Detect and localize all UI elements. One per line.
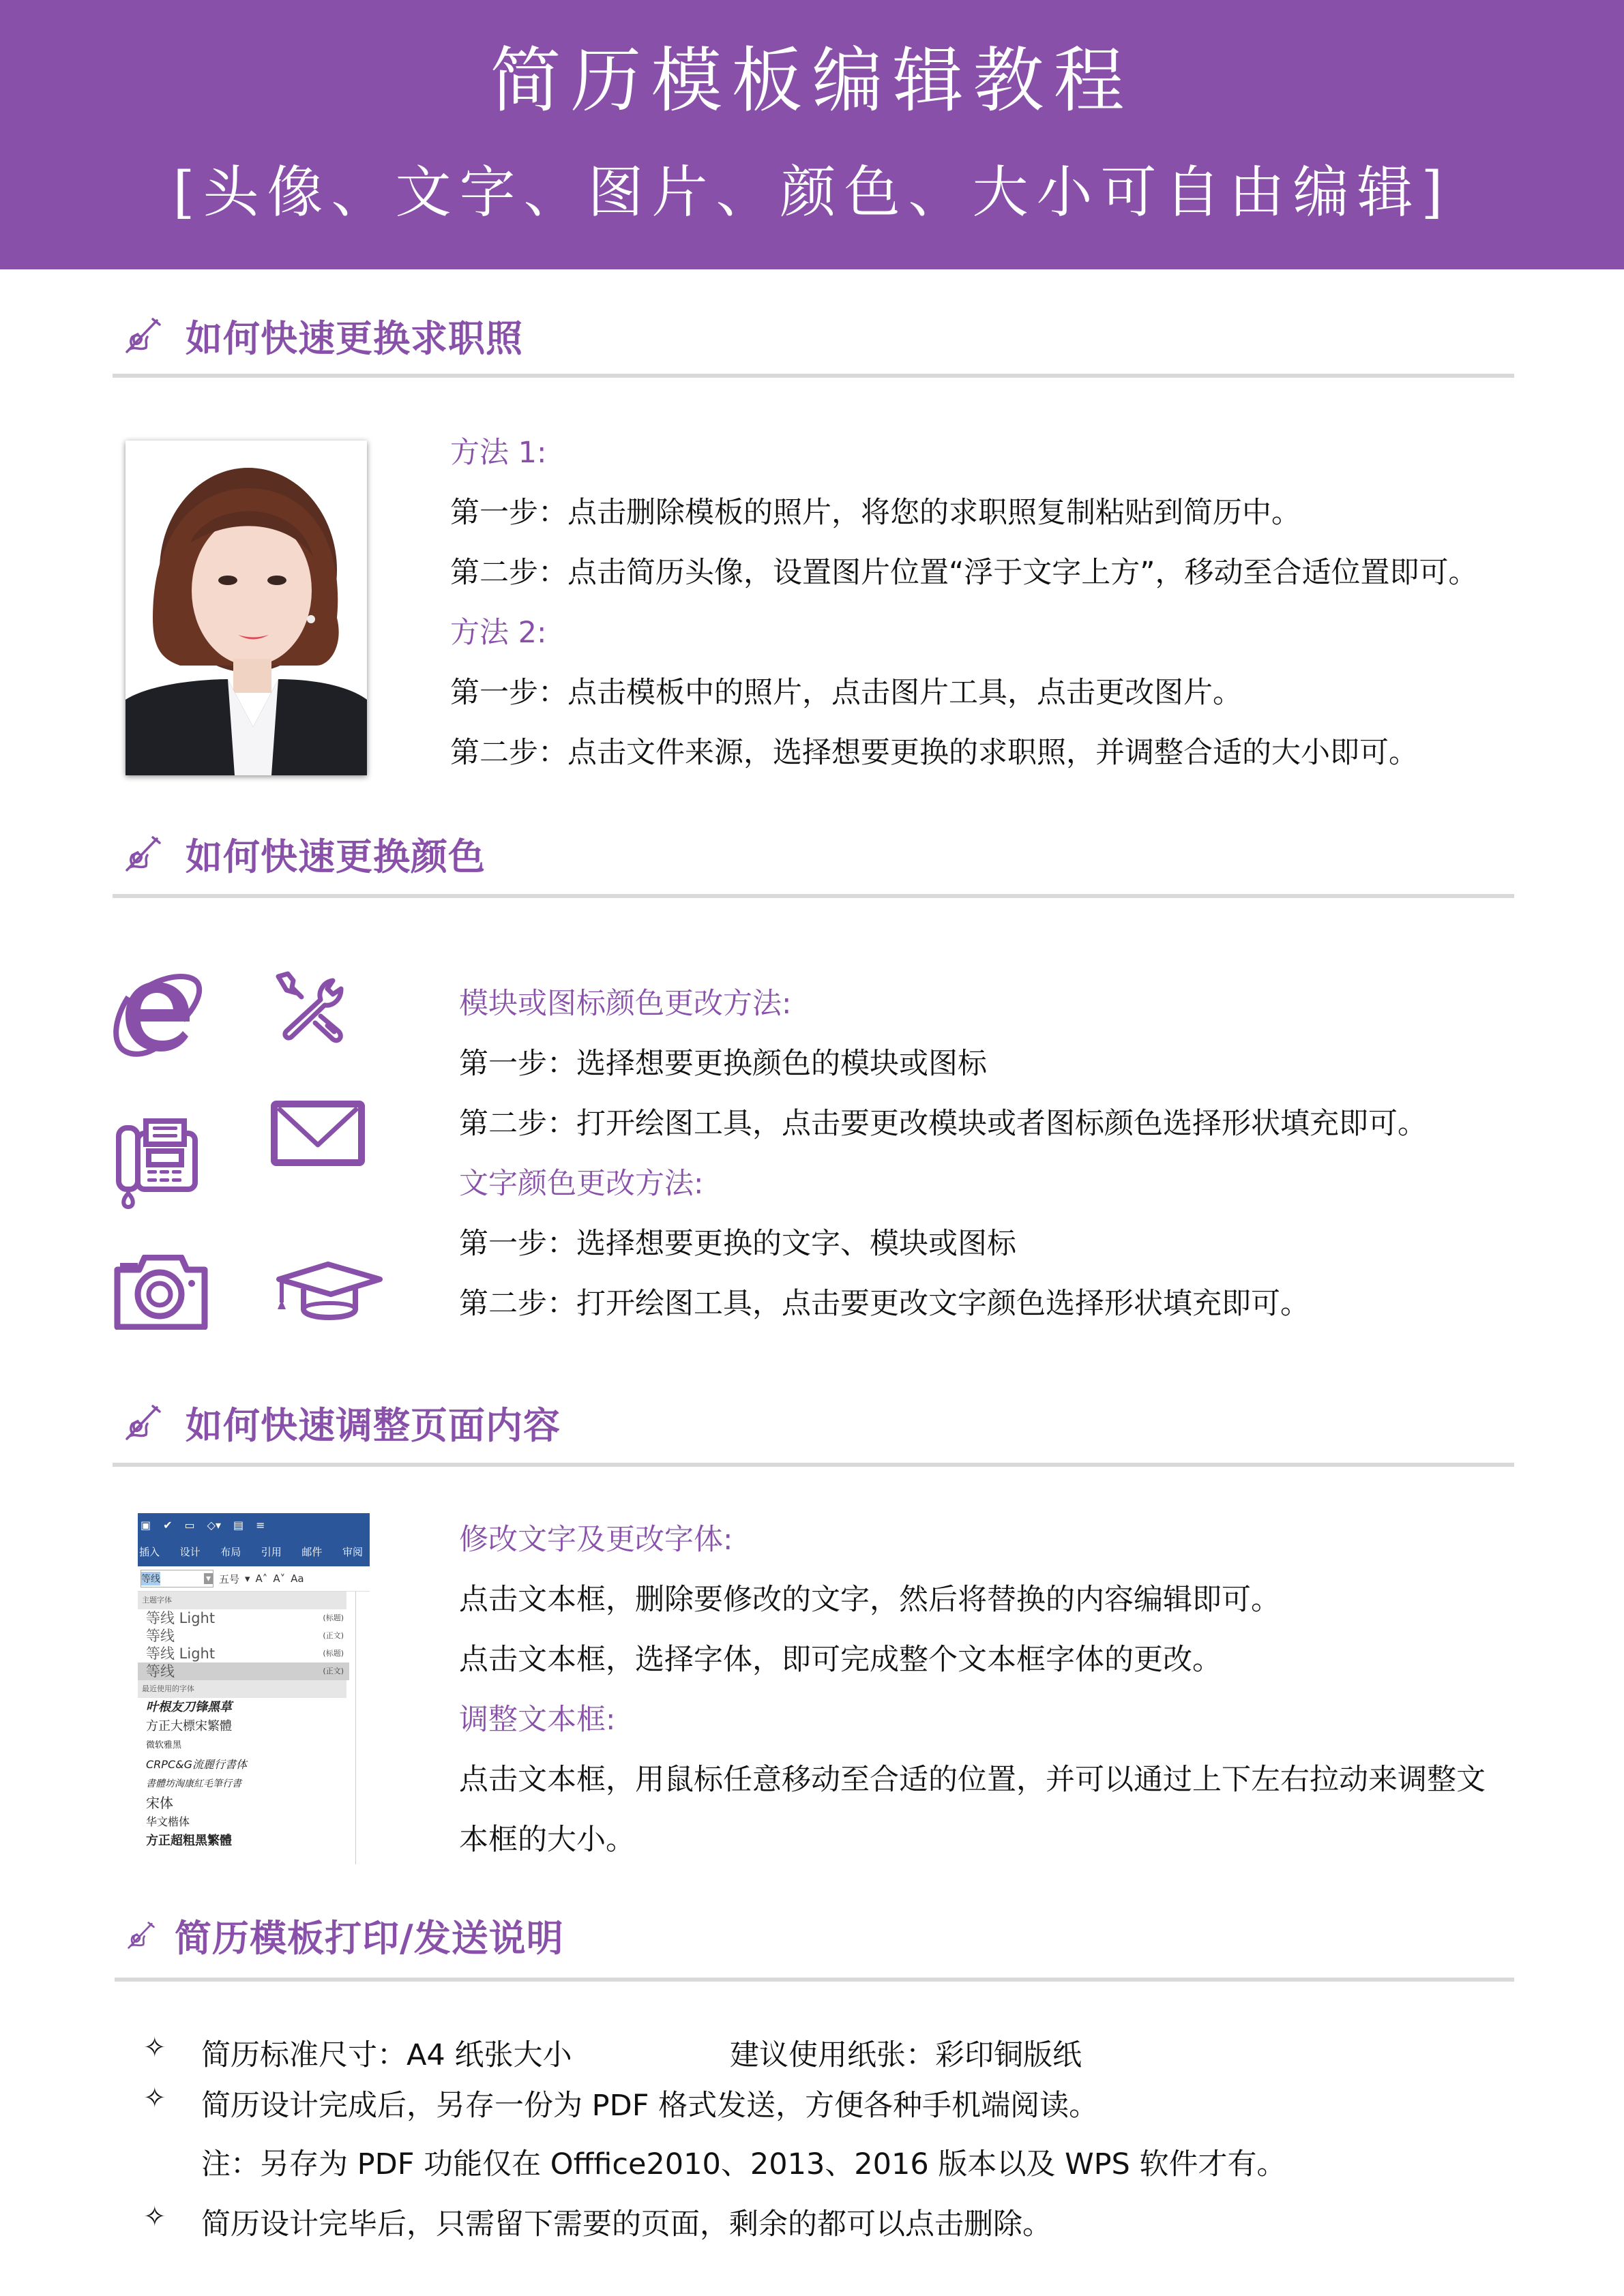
recent-font: 叶根友刀锋黑草: [146, 1700, 232, 1714]
layout-icon: ▣: [141, 1518, 151, 1532]
recent-font: 微软雅黑: [146, 1740, 182, 1750]
method2-label: 方法 2:: [450, 616, 547, 650]
tab-layout: 布局: [220, 1545, 241, 1558]
font-change-step2: 点击文本框，选择字体，即可完成整个文本框字体的更改。: [459, 1643, 1222, 1677]
method2-step2: 第二步：点击文件来源，选择想要更换的求职照，并调整合适的大小即可。: [450, 736, 1418, 770]
font-option: 等线 (正文): [146, 1628, 344, 1644]
font-toolbar: 等线 ▾ 五号 ▾ A˄ A˅ Aa: [138, 1566, 370, 1592]
font-name-box: 等线 ▾: [141, 1570, 213, 1587]
font-change-label: 修改文字及更改字体:: [459, 1523, 733, 1557]
format-painter-icon: ✔: [163, 1518, 173, 1532]
header-banner: [0, 0, 1624, 269]
layout-instructions: [459, 1510, 1486, 1870]
page-subtitle: [头像、文字、图片、颜色、大小可自由编辑]: [173, 160, 1451, 225]
method1-step1: 第一步：点击删除模板的照片，将您的求职照复制粘贴到简历中。: [450, 496, 1301, 530]
section-divider: [113, 894, 1514, 898]
block-color-step2: 第二步：打开绘图工具，点击要更改模块或者图标颜色选择形状填充即可。: [459, 1107, 1427, 1141]
block-color-label: 模块或图标颜色更改方法:: [459, 987, 792, 1021]
four-point-star-icon: ✧: [143, 2201, 166, 2233]
theme-fonts-header: 主题字体: [138, 1592, 346, 1609]
font-option-highlighted: 等线 (正文): [138, 1663, 349, 1680]
envelope-icon: [270, 1100, 366, 1168]
internet-explorer-icon: [108, 963, 203, 1058]
section-heading-photo: [123, 308, 523, 363]
grow-font-icon: A˄: [255, 1572, 268, 1585]
section-title: 如何快速调整页面内容: [186, 1403, 561, 1447]
recent-font: 方正超粗黑繁體: [146, 1834, 232, 1848]
recent-font: 宋体: [146, 1795, 173, 1811]
page-title: 简历模板编辑教程: [490, 39, 1134, 122]
section-title: 简历模板打印/发送说明: [175, 1916, 564, 1960]
word-font-menu-screenshot: [138, 1513, 370, 1868]
shrink-font-icon: A˅: [273, 1572, 286, 1585]
method2-step1: 第一步：点击模板中的照片，点击图片工具，点击更改图片。: [450, 676, 1242, 710]
pen-writing-icon: [126, 1920, 157, 1950]
section-title: 如何快速更换求职照: [186, 316, 523, 360]
recent-font: 方正大標宋繁體: [146, 1719, 232, 1733]
pen-writing-icon: [123, 1403, 164, 1442]
font-option: 等线 Light (标题): [146, 1610, 344, 1626]
tab-insert: 插入: [139, 1545, 160, 1558]
section-divider: [113, 1463, 1514, 1467]
section-heading-print: [126, 1908, 564, 1963]
graduation-cap-icon: [275, 1262, 384, 1323]
text-color-step2: 第二步：打开绘图工具，点击要更改文字颜色选择形状填充即可。: [459, 1287, 1310, 1321]
book-icon: ▭: [184, 1518, 195, 1532]
font-dropdown-list: [138, 1592, 370, 1851]
method1-step2: 第二步：点击简历头像，设置图片位置“浮于文字上方”，移动至合适位置即可。: [450, 556, 1478, 590]
font-change-step1: 点击文本框，删除要修改的文字，然后将替换的内容编辑即可。: [459, 1583, 1280, 1617]
tab-mailings: 邮件: [301, 1545, 323, 1558]
recent-fonts-header: 最近使用的字体: [138, 1680, 346, 1698]
four-point-star-icon: ✧: [143, 2032, 166, 2063]
list-note: 注：另存为 PDF 功能仅在 Offfice2010、2013、2016 版本以及 WPS 软件才有。: [201, 2147, 1286, 2181]
shape-icon: ◇▾: [207, 1518, 221, 1532]
fax-icon: [115, 1118, 200, 1214]
recent-font: CRPC&G流麗行書体: [146, 1758, 247, 1771]
block-color-step1: 第一步：选择想要更换颜色的模块或图标: [459, 1047, 987, 1081]
customize-icon: ≡: [256, 1518, 265, 1532]
section-heading-color: [123, 826, 486, 881]
text-color-step1: 第一步：选择想要更换的文字、模块或图标: [459, 1227, 1016, 1261]
tab-review: 审阅: [342, 1545, 363, 1558]
tools-icon: [273, 968, 355, 1050]
profile-photo[interactable]: [126, 441, 367, 775]
ribbon-tabs: [138, 1536, 370, 1566]
photo-instructions: [450, 423, 1478, 783]
camera-icon: [113, 1255, 209, 1330]
change-case-button: Aa: [291, 1572, 304, 1585]
font-option: 等线 Light (标题): [146, 1645, 344, 1662]
tab-design: 设计: [179, 1545, 201, 1558]
method1-label: 方法 1:: [450, 436, 547, 470]
color-instructions: [459, 974, 1427, 1334]
text-color-label: 文字颜色更改方法:: [459, 1167, 704, 1201]
textbox-adjust-label: 调整文本框:: [459, 1703, 616, 1737]
pen-writing-icon: [123, 316, 164, 355]
section-heading-layout: [123, 1395, 561, 1450]
recent-font: 华文楷体: [146, 1815, 190, 1828]
pen-writing-icon: [123, 835, 164, 873]
quick-access-toolbar: [138, 1513, 370, 1536]
section-divider: [115, 1978, 1514, 1982]
dropdown-scrollbar: [355, 1592, 367, 1864]
textbox-adjust-line1: 点击文本框，用鼠标任意移动至合适的位置，并可以通过上下左右拉动来调整文: [459, 1763, 1486, 1797]
textbox-adjust-line2: 本框的大小。: [459, 1823, 635, 1857]
save-icon: ▤: [233, 1518, 244, 1532]
tab-references: 引用: [261, 1545, 282, 1558]
recent-font: 書體坊淘康紅毛筆行書: [146, 1778, 241, 1789]
section-divider: [113, 374, 1514, 378]
section-title: 如何快速更换颜色: [186, 835, 486, 878]
four-point-star-icon: ✧: [143, 2083, 166, 2114]
font-size-box: 五号: [219, 1572, 240, 1585]
